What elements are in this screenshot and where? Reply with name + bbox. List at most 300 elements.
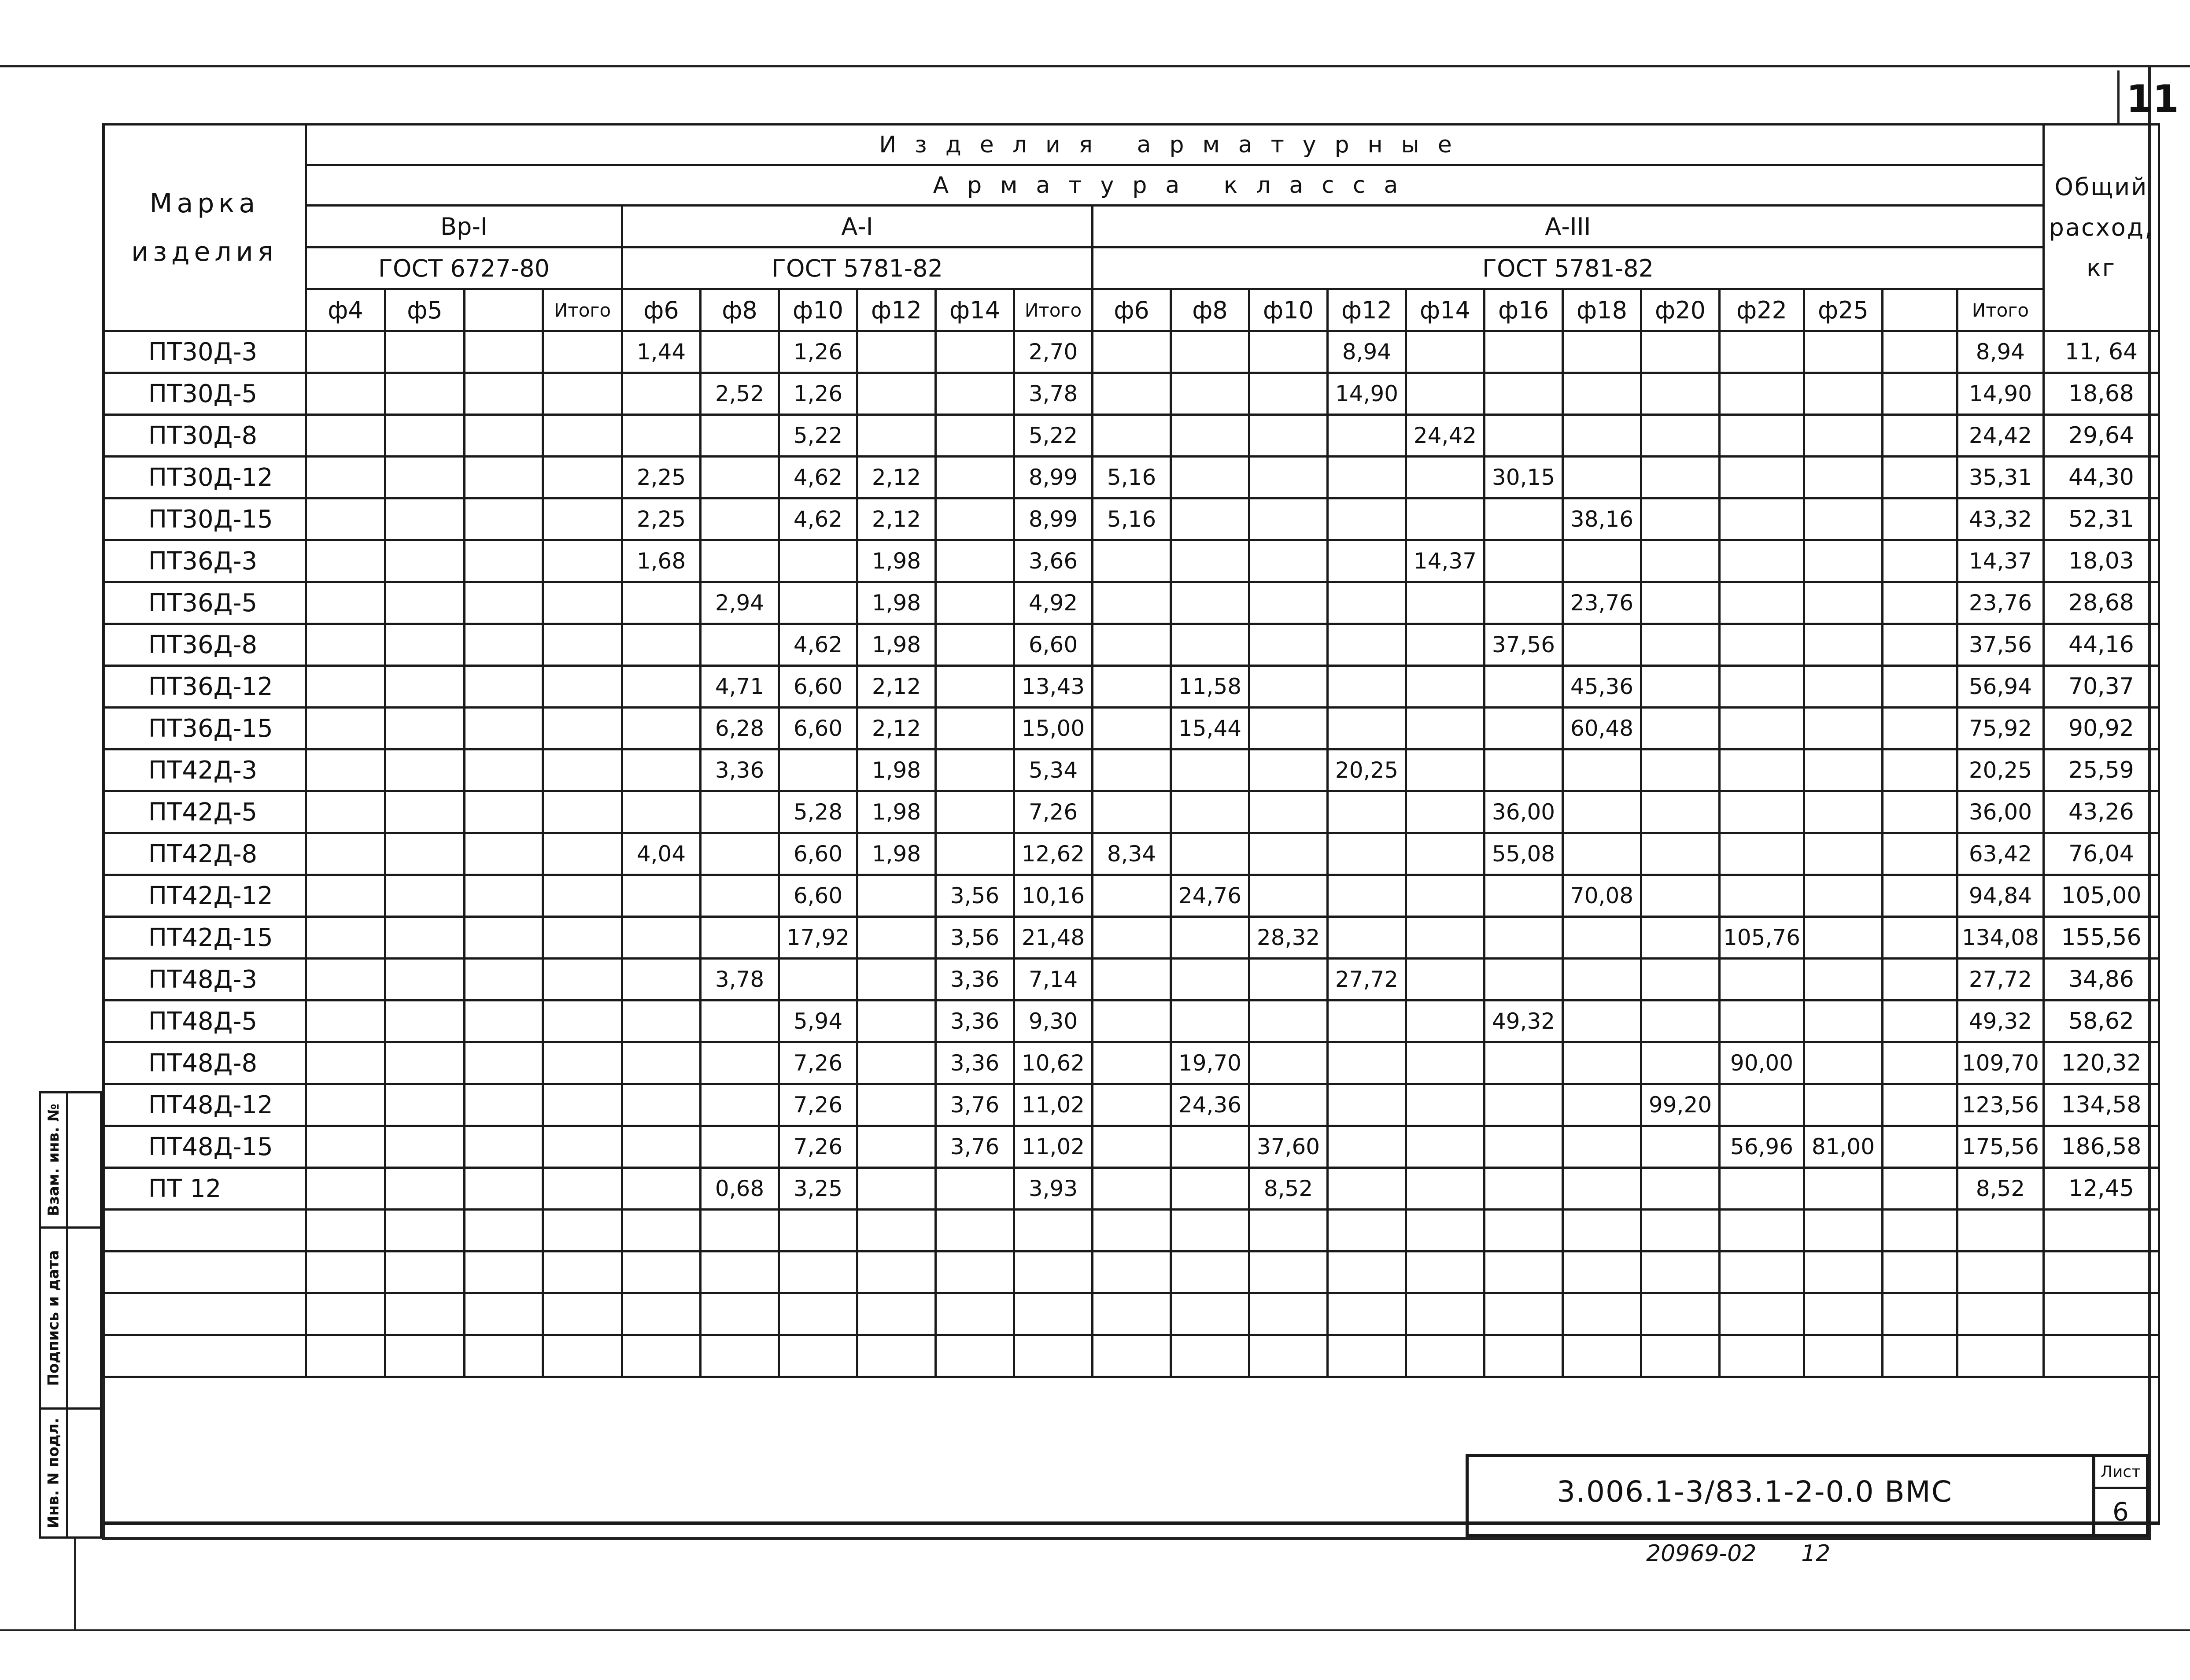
cell-a3-11: 134,08 (1957, 917, 2043, 959)
cell-a3-5: 37,56 (1485, 624, 1563, 666)
cell-a3-0: 5,16 (1093, 498, 1171, 540)
cell-a1-1 (701, 1001, 779, 1042)
cell-a1-3: 1,98 (857, 750, 936, 791)
sheet-number: 6 (2112, 1497, 2129, 1527)
cell-a1-4 (936, 373, 1014, 415)
cell-bp-1 (385, 1001, 465, 1042)
total-title-line1: Общий (2054, 173, 2148, 201)
cell-a1-1 (701, 1042, 779, 1084)
cell-a3-11 (1957, 1335, 2043, 1377)
cell-a3-1 (1171, 1126, 1249, 1168)
col-header-a1-0: ф6 (622, 289, 701, 331)
cell-a1-5: 11,02 (1014, 1126, 1093, 1168)
cell-bp-0 (306, 1335, 385, 1377)
cell-a1-0 (622, 1293, 701, 1335)
cell-a1-1 (701, 1084, 779, 1126)
cell-a3-9 (1804, 373, 1882, 415)
cell-a3-8 (1720, 540, 1804, 582)
cell-a3-5 (1485, 1168, 1563, 1210)
cell-a3-3 (1328, 457, 1406, 498)
row-total: 58,62 (2043, 1001, 2159, 1042)
header-reinforcement-class: Арматура класса (306, 165, 2044, 206)
cell-a3-3 (1328, 666, 1406, 708)
cell-a3-7 (1641, 540, 1720, 582)
cell-a1-2 (779, 540, 857, 582)
cell-a1-1 (701, 457, 779, 498)
cell-a3-10 (1882, 750, 1957, 791)
cell-a3-0 (1093, 1210, 1171, 1252)
reinforcement-table (102, 123, 2160, 1525)
cell-a1-2: 7,26 (779, 1042, 857, 1084)
cell-a3-1 (1171, 1293, 1249, 1335)
cell-a1-3 (857, 1335, 936, 1377)
cell-a3-7 (1641, 1293, 1720, 1335)
row-total: 43,26 (2043, 791, 2159, 833)
cell-bp-2 (465, 1084, 543, 1126)
cell-a3-5 (1485, 1252, 1563, 1293)
cell-a1-4 (936, 1210, 1014, 1252)
cell-a3-10 (1882, 415, 1957, 457)
cell-a3-9 (1804, 1210, 1882, 1252)
cell-a3-10 (1882, 1210, 1957, 1252)
cell-a3-8 (1720, 1168, 1804, 1210)
cell-a3-8 (1720, 1210, 1804, 1252)
cell-a1-2: 5,94 (779, 1001, 857, 1042)
cell-a1-4 (936, 331, 1014, 373)
cell-a3-10 (1882, 1293, 1957, 1335)
mark-column-header (103, 125, 306, 331)
cell-a3-6 (1563, 1335, 1641, 1377)
cell-a3-5 (1485, 582, 1563, 624)
cell-a3-5 (1485, 1042, 1563, 1084)
cell-bp-2 (465, 1335, 543, 1377)
cell-a3-6 (1563, 750, 1641, 791)
cell-a3-7 (1641, 498, 1720, 540)
cell-a3-1 (1171, 498, 1249, 540)
cell-a1-0 (622, 917, 701, 959)
cell-a1-1 (701, 498, 779, 540)
cell-a3-1 (1171, 917, 1249, 959)
cell-a3-10 (1882, 582, 1957, 624)
table-row (103, 791, 2159, 833)
class-a3: А-III (1093, 206, 2044, 247)
cell-bp-1 (385, 498, 465, 540)
cell-a3-0 (1093, 415, 1171, 457)
stamp-row-vzam (39, 1091, 102, 1229)
cell-a3-4 (1406, 708, 1485, 750)
cell-a1-3: 1,98 (857, 624, 936, 666)
cell-a1-1 (701, 624, 779, 666)
cell-a1-3 (857, 1168, 936, 1210)
cell-bp-1 (385, 1252, 465, 1293)
cell-a3-6 (1563, 1168, 1641, 1210)
cell-a3-3 (1328, 1252, 1406, 1293)
cell-a3-6 (1563, 1252, 1641, 1293)
cell-a3-10 (1882, 498, 1957, 540)
cell-a1-3 (857, 373, 936, 415)
cell-a1-5: 15,00 (1014, 708, 1093, 750)
cell-a3-7 (1641, 457, 1720, 498)
cell-a3-1 (1171, 791, 1249, 833)
cell-a1-4 (936, 708, 1014, 750)
cell-a3-5: 36,00 (1485, 791, 1563, 833)
row-mark: ПТ30Д-12 (103, 457, 306, 498)
cell-bp-1 (385, 1084, 465, 1126)
cell-a3-2 (1249, 498, 1328, 540)
cell-a3-6 (1563, 624, 1641, 666)
cell-a3-2: 37,60 (1249, 1126, 1328, 1168)
cell-a3-5 (1485, 373, 1563, 415)
cell-a3-4 (1406, 582, 1485, 624)
cell-a3-9 (1804, 540, 1882, 582)
row-total: 34,86 (2043, 959, 2159, 1001)
frame-left-line (74, 1538, 76, 1629)
cell-a3-7 (1641, 1001, 1720, 1042)
table-row (103, 582, 2159, 624)
cell-bp-1 (385, 791, 465, 833)
col-header-bp-1: ф5 (385, 289, 465, 331)
cell-a3-7 (1641, 582, 1720, 624)
row-mark: ПТ48Д-5 (103, 1001, 306, 1042)
table-row (103, 1126, 2159, 1168)
cell-a3-1: 11,58 (1171, 666, 1249, 708)
cell-a3-8 (1720, 666, 1804, 708)
cell-a3-11 (1957, 1252, 2043, 1293)
cell-a3-3 (1328, 1126, 1406, 1168)
cell-a1-2 (779, 582, 857, 624)
cell-bp-3 (543, 1126, 622, 1168)
cell-bp-2 (465, 331, 543, 373)
cell-bp-3 (543, 1335, 622, 1377)
cell-a1-2: 4,62 (779, 498, 857, 540)
row-total: 90,92 (2043, 708, 2159, 750)
cell-a3-0 (1093, 1293, 1171, 1335)
cell-a3-7 (1641, 1126, 1720, 1168)
cell-a3-9 (1804, 1293, 1882, 1335)
class-a1: А-I (622, 206, 1093, 247)
cell-bp-3 (543, 833, 622, 875)
cell-a1-5: 9,30 (1014, 1001, 1093, 1042)
mark-title-line2: изделия (131, 236, 278, 267)
cell-a1-5 (1014, 1293, 1093, 1335)
cell-a3-9 (1804, 750, 1882, 791)
cell-a1-4 (936, 415, 1014, 457)
cell-bp-3 (543, 331, 622, 373)
cell-a3-3 (1328, 1042, 1406, 1084)
cell-a1-0 (622, 1168, 701, 1210)
cell-a3-10 (1882, 1126, 1957, 1168)
cell-bp-0 (306, 457, 385, 498)
cell-a1-2: 7,26 (779, 1084, 857, 1126)
cell-bp-0 (306, 1210, 385, 1252)
cell-a1-5: 7,26 (1014, 791, 1093, 833)
total-title-line3: кг (2086, 254, 2116, 282)
col-header-a3-2: ф10 (1249, 289, 1328, 331)
cell-a3-4 (1406, 1084, 1485, 1126)
table-row (103, 1335, 2159, 1377)
cell-a1-4 (936, 1252, 1014, 1293)
cell-a3-10 (1882, 1252, 1957, 1293)
cell-a1-5: 8,99 (1014, 498, 1093, 540)
cell-bp-1 (385, 373, 465, 415)
cell-a3-10 (1882, 624, 1957, 666)
cell-a3-8: 90,00 (1720, 1042, 1804, 1084)
cell-a3-1 (1171, 833, 1249, 875)
cell-a3-9 (1804, 1001, 1882, 1042)
cell-bp-3 (543, 1168, 622, 1210)
cell-a3-0 (1093, 791, 1171, 833)
cell-a1-1 (701, 1293, 779, 1335)
col-header-a1-1: ф8 (701, 289, 779, 331)
cell-a3-8 (1720, 331, 1804, 373)
cell-a1-5: 5,34 (1014, 750, 1093, 791)
cell-bp-2 (465, 875, 543, 917)
stamp-podpis-text: Подпись и дата (44, 1250, 63, 1386)
cell-a3-6 (1563, 1084, 1641, 1126)
cell-a3-11: 43,32 (1957, 498, 2043, 540)
cell-a1-2: 1,26 (779, 373, 857, 415)
cell-a3-6 (1563, 1126, 1641, 1168)
cell-a1-0: 4,04 (622, 833, 701, 875)
cell-a1-5: 21,48 (1014, 917, 1093, 959)
col-header-a3-5: ф16 (1485, 289, 1563, 331)
stamp-row-podpis (39, 1226, 102, 1410)
cell-a1-2: 3,25 (779, 1168, 857, 1210)
cell-a1-5 (1014, 1210, 1093, 1252)
cell-a3-9 (1804, 498, 1882, 540)
cell-bp-3 (543, 1293, 622, 1335)
cell-a3-3: 27,72 (1328, 959, 1406, 1001)
cell-a1-3 (857, 1210, 936, 1252)
cell-a3-4 (1406, 1252, 1485, 1293)
cell-a3-7 (1641, 1042, 1720, 1084)
cell-a1-4 (936, 1168, 1014, 1210)
cell-a1-1 (701, 415, 779, 457)
cell-a3-1 (1171, 1335, 1249, 1377)
cell-a3-8 (1720, 373, 1804, 415)
table-row (103, 1042, 2159, 1084)
row-total: 186,58 (2043, 1126, 2159, 1168)
cell-a3-3 (1328, 875, 1406, 917)
cell-a3-8 (1720, 875, 1804, 917)
cell-a3-0 (1093, 1084, 1171, 1126)
cell-a3-4 (1406, 1293, 1485, 1335)
cell-a3-4 (1406, 1168, 1485, 1210)
cell-bp-0 (306, 540, 385, 582)
cell-a3-11: 8,94 (1957, 331, 2043, 373)
cell-a3-5 (1485, 959, 1563, 1001)
cell-a3-4 (1406, 1335, 1485, 1377)
cell-a1-0 (622, 875, 701, 917)
cell-a1-3 (857, 415, 936, 457)
cell-a3-11 (1957, 1293, 2043, 1335)
cell-a3-11: 37,56 (1957, 624, 2043, 666)
cell-a1-4: 3,76 (936, 1084, 1014, 1126)
cell-a3-8 (1720, 750, 1804, 791)
cell-a3-11: 36,00 (1957, 791, 2043, 833)
cell-a1-0 (622, 1252, 701, 1293)
cell-a3-2 (1249, 1293, 1328, 1335)
gost-bp: ГОСТ 6727-80 (306, 247, 622, 289)
cell-a3-9 (1804, 1084, 1882, 1126)
cell-a3-2 (1249, 1084, 1328, 1126)
cell-a1-4: 3,56 (936, 917, 1014, 959)
binding-stamp (39, 1091, 102, 1539)
cell-a1-3 (857, 1084, 936, 1126)
cell-a3-11: 49,32 (1957, 1001, 2043, 1042)
cell-a3-5 (1485, 875, 1563, 917)
cell-bp-1 (385, 875, 465, 917)
cell-bp-1 (385, 540, 465, 582)
row-mark (103, 1252, 306, 1293)
cell-a1-5: 7,14 (1014, 959, 1093, 1001)
cell-a3-2 (1249, 708, 1328, 750)
cell-a3-0: 8,34 (1093, 833, 1171, 875)
cell-a1-1 (701, 331, 779, 373)
table-row (103, 1210, 2159, 1252)
cell-a3-8 (1720, 791, 1804, 833)
cell-a3-0 (1093, 959, 1171, 1001)
header-products: Изделия арматурные (306, 125, 2044, 165)
cell-bp-3 (543, 1001, 622, 1042)
cell-a1-4 (936, 457, 1014, 498)
cell-a1-1: 3,36 (701, 750, 779, 791)
cell-a3-1: 24,36 (1171, 1084, 1249, 1126)
cell-bp-2 (465, 750, 543, 791)
cell-a3-9 (1804, 331, 1882, 373)
cell-a3-5: 55,08 (1485, 833, 1563, 875)
cell-a3-2 (1249, 1210, 1328, 1252)
cell-bp-0 (306, 331, 385, 373)
cell-a1-0 (622, 666, 701, 708)
cell-a3-4 (1406, 1001, 1485, 1042)
cell-a3-11: 109,70 (1957, 1042, 2043, 1084)
cell-a1-0: 2,25 (622, 498, 701, 540)
cell-a3-10 (1882, 1335, 1957, 1377)
cell-a3-6 (1563, 540, 1641, 582)
total-title-line2: расход, (2049, 214, 2154, 241)
cell-a3-0 (1093, 1042, 1171, 1084)
cell-a1-2: 6,60 (779, 833, 857, 875)
cell-a3-8 (1720, 498, 1804, 540)
row-mark (103, 1335, 306, 1377)
cell-a3-10 (1882, 457, 1957, 498)
cell-bp-0 (306, 498, 385, 540)
cell-a1-5: 4,92 (1014, 582, 1093, 624)
cell-a1-0 (622, 1042, 701, 1084)
stamp-inv-text: Инв. N подл. (44, 1418, 63, 1529)
cell-a3-5 (1485, 917, 1563, 959)
cell-a1-1 (701, 833, 779, 875)
cell-a1-0 (622, 624, 701, 666)
cell-a1-0 (622, 791, 701, 833)
cell-a3-11: 35,31 (1957, 457, 2043, 498)
cell-a3-10 (1882, 708, 1957, 750)
cell-a3-8 (1720, 415, 1804, 457)
cell-a3-5 (1485, 331, 1563, 373)
row-total: 18,03 (2043, 540, 2159, 582)
cell-bp-3 (543, 917, 622, 959)
row-total: 76,04 (2043, 833, 2159, 875)
table-row (103, 875, 2159, 917)
table-row (103, 1001, 2159, 1042)
row-total: 12,45 (2043, 1168, 2159, 1210)
cell-bp-2 (465, 1252, 543, 1293)
cell-a1-5: 3,66 (1014, 540, 1093, 582)
cell-bp-0 (306, 708, 385, 750)
diameter-header-row (103, 289, 2159, 331)
cell-a3-11: 23,76 (1957, 582, 2043, 624)
cell-a3-5 (1485, 415, 1563, 457)
cell-a1-0 (622, 708, 701, 750)
cell-bp-0 (306, 373, 385, 415)
cell-a1-3 (857, 1001, 936, 1042)
cell-bp-1 (385, 959, 465, 1001)
cell-a3-2 (1249, 1252, 1328, 1293)
col-header-a1-5: Итого (1014, 289, 1093, 331)
cell-a3-8 (1720, 582, 1804, 624)
cell-a3-10 (1882, 373, 1957, 415)
cell-a1-5: 6,60 (1014, 624, 1093, 666)
cell-a1-3 (857, 1126, 936, 1168)
cell-a3-1 (1171, 624, 1249, 666)
cell-a1-0: 2,25 (622, 457, 701, 498)
cell-bp-0 (306, 1042, 385, 1084)
cell-bp-2 (465, 917, 543, 959)
cell-a1-4 (936, 791, 1014, 833)
cell-a1-5: 11,02 (1014, 1084, 1093, 1126)
cell-a3-7 (1641, 833, 1720, 875)
cell-bp-2 (465, 498, 543, 540)
cell-a1-5 (1014, 1252, 1093, 1293)
cell-a3-0 (1093, 1126, 1171, 1168)
cell-a3-1 (1171, 1168, 1249, 1210)
cell-bp-1 (385, 833, 465, 875)
cell-a3-8: 105,76 (1720, 917, 1804, 959)
row-total: 44,16 (2043, 624, 2159, 666)
archive-page: 12 (1801, 1540, 1831, 1567)
row-mark: ПТ42Д-12 (103, 875, 306, 917)
row-mark: ПТ48Д-3 (103, 959, 306, 1001)
col-header-a3-9: ф25 (1804, 289, 1882, 331)
row-total: 155,56 (2043, 917, 2159, 959)
cell-a3-11: 20,25 (1957, 750, 2043, 791)
cell-bp-3 (543, 959, 622, 1001)
cell-a1-3 (857, 1042, 936, 1084)
row-mark: ПТ30Д-8 (103, 415, 306, 457)
cell-a3-4 (1406, 624, 1485, 666)
cell-a1-1: 2,94 (701, 582, 779, 624)
cell-a1-4: 3,36 (936, 959, 1014, 1001)
cell-a3-5 (1485, 498, 1563, 540)
cell-a3-10 (1882, 959, 1957, 1001)
cell-a1-2: 17,92 (779, 917, 857, 959)
row-total: 134,58 (2043, 1084, 2159, 1126)
cell-a3-11: 123,56 (1957, 1084, 2043, 1126)
cell-a3-0: 5,16 (1093, 457, 1171, 498)
row-total: 25,59 (2043, 750, 2159, 791)
cell-a1-2: 4,62 (779, 624, 857, 666)
cell-a3-8 (1720, 708, 1804, 750)
cell-a3-7 (1641, 875, 1720, 917)
cell-bp-3 (543, 540, 622, 582)
cell-a1-1 (701, 1335, 779, 1377)
frame-bottom-line (0, 1629, 2190, 1631)
row-mark: ПТ42Д-5 (103, 791, 306, 833)
cell-bp-0 (306, 415, 385, 457)
cell-a3-2 (1249, 1335, 1328, 1377)
row-mark: ПТ42Д-15 (103, 917, 306, 959)
